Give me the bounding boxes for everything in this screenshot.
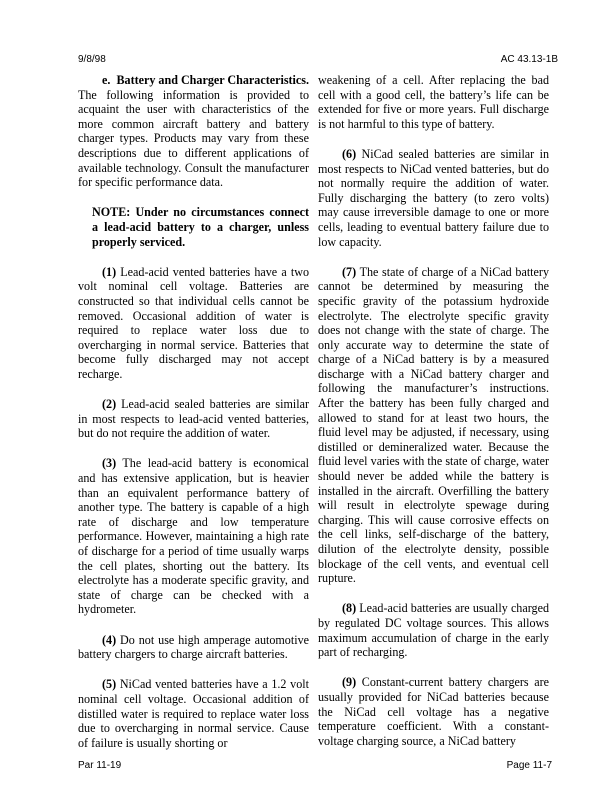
- intro-label: e.: [102, 73, 111, 87]
- paragraph-4-number: (4): [102, 632, 117, 647]
- paragraph-9-text: Constant-current battery chargers are usually provided for NiCad batteries because the NiCad cell voltage has a negative temperature coefficient. With a constant-voltage charging source, a NiCad battery: [318, 675, 549, 748]
- paragraph-6: [318, 147, 549, 249]
- intro-paragraph: [78, 73, 309, 190]
- paragraph-8-text: Lead-acid batteries are usually charged by regulated DC voltage sources. This allows maximum accumulation of charge in the early part of recharging.: [318, 601, 549, 660]
- paragraph-5-text: NiCad vented batteries have a 1.2 volt nominal cell voltage. Occasional addition of distilled water is required to replace water loss due to overcharging in normal service. Cause of failure is usually shorting or: [78, 677, 309, 750]
- paragraph-3-number: (3): [102, 456, 117, 471]
- paragraph-9-number: (9): [342, 675, 357, 690]
- paragraph-7-number: (7): [342, 264, 357, 279]
- continued-paragraph: weakening of a cell. After replacing the bad cell with a good cell, the battery’s life can be extended for five or more years. Full discharge is not harmful to this type of battery.: [318, 73, 549, 131]
- paragraph-1-number: (1): [102, 264, 117, 279]
- intro-heading: Battery and Charger Characteristics.: [116, 73, 310, 87]
- right-column: [318, 73, 549, 764]
- paragraph-2-number: (2): [102, 397, 117, 412]
- paragraph-8: [318, 601, 549, 659]
- paragraph-3: [78, 456, 309, 617]
- paragraph-6-text: NiCad sealed batteries are similar in most respects to NiCad vented batteries, but do not normally require the addition of water. Fully discharging the battery (to zero volts) may cause irreversible damage to one or more cells, leading to eventual battery failure due to low capacity.: [318, 146, 549, 249]
- paragraph-1-text: Lead-acid vented batteries have a two volt nominal cell voltage. Batteries are constructed so that individual cells cannot be removed. Occasional addition of water is required to replace water loss due to overcharging in normal service. Batteries that become fully discharged may not accept recharge.: [78, 264, 309, 381]
- paragraph-1: [78, 265, 309, 382]
- paragraph-8-number: (8): [342, 601, 357, 616]
- note-paragraph: NOTE: Under no circumstances connect a lead-acid battery to a charger, unless properly serviced.: [92, 205, 309, 249]
- paragraph-6-number: (6): [342, 146, 357, 161]
- paragraph-2: [78, 397, 309, 441]
- header-doc-number: AC 43.13-1B: [500, 54, 558, 65]
- paragraph-3-text: The lead-acid battery is economical and has extensive application, but is heavier than an equivalent performance battery of another type. The battery is capable of a high rate of discharge and low temperature performance. However, maintaining a high rate of discharge for a period of time usually warps the cell plates, shorting out the battery. Its electrolyte has a moderate specific gravity, and state of charge can be checked with a hydrometer.: [78, 456, 309, 617]
- footer-page-number: Page 11-7: [506, 760, 552, 771]
- paragraph-5: [78, 677, 309, 750]
- intro-body: The following information is provided to acquaint the user with characteristics of the more common aircraft battery and battery charger types. Products may vary from these descriptions due to different applications of available technology. Consult the manufacturer for specific performance data.: [78, 87, 309, 190]
- paragraph-4-text: Do not use high amperage automotive battery chargers to charge aircraft batteries.: [78, 632, 309, 662]
- paragraph-4: [78, 633, 309, 662]
- paragraph-9: [318, 675, 549, 748]
- paragraph-5-number: (5): [102, 677, 117, 692]
- header-date: 9/8/98: [78, 54, 106, 65]
- paragraph-7-text: The state of charge of a NiCad battery cannot be determined by measuring the specific gravity of the potassium hydroxide electrolyte. The electrolyte specific gravity does not change with the state of charge. The only accurate way to determine the state of charge of a NiCad battery is by a measured discharge with a NiCad battery charger and following the manufacturer’s instructions. After the battery has been fully charged and allowed to stand for at least two hours, the fluid level may be adjusted, if necessary, using distilled or demineralized water. Because the fluid level varies with the state of charge, water should never be added while the battery is installed in the aircraft. Overfilling the battery will result in electrolyte spewage during charging. This will cause corrosive effects on the cell links, self-discharge of the battery, dilution of the electrolyte density, possible blockage of the cell vents, and eventual cell rupture.: [318, 264, 549, 586]
- paragraph-2-text: Lead-acid sealed batteries are similar in most respects to lead-acid vented batteries, but do not require the addition of water.: [78, 397, 310, 441]
- paragraph-7: [318, 265, 549, 586]
- footer-paragraph-ref: Par 11-19: [78, 760, 122, 771]
- left-column: [78, 73, 309, 766]
